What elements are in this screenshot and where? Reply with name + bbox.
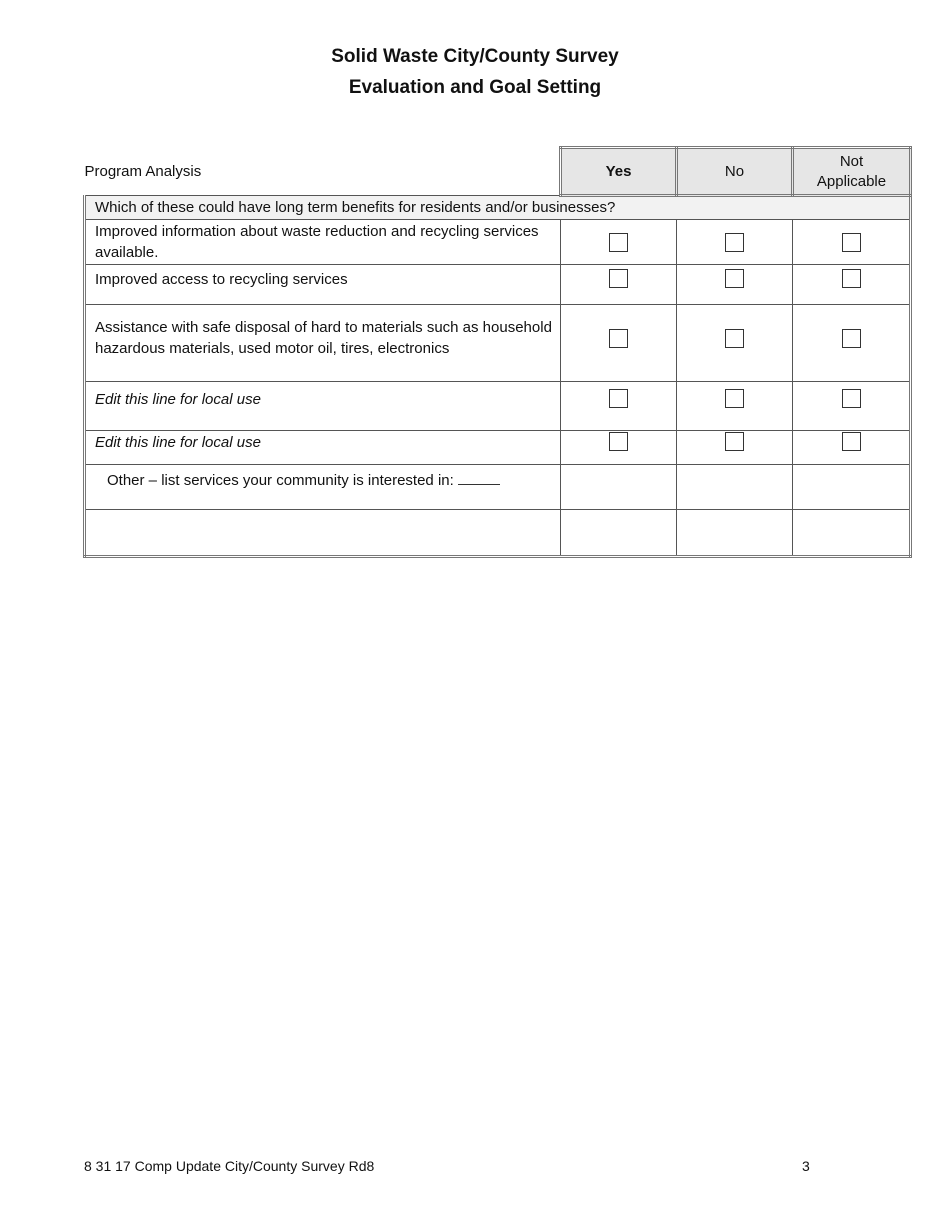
survey-table [83, 146, 909, 552]
table-row [85, 265, 911, 305]
row-label: Edit this line for local use [85, 382, 561, 431]
table-row-other [85, 465, 911, 510]
column-header-not-applicable-label: Not Applicable [816, 152, 887, 190]
table-row [85, 220, 911, 265]
table-row [85, 305, 911, 382]
other-not-applicable-cell[interactable] [793, 465, 911, 510]
footer-document-id: 8 31 17 Comp Update City/County Survey Rd8 [84, 1158, 375, 1174]
yes-checkbox[interactable] [609, 233, 628, 252]
document-title: Solid Waste City/County Survey [331, 46, 619, 67]
row-label: Improved access to recycling services [85, 265, 561, 305]
section-label: Program Analysis [84, 162, 202, 180]
page-number: 3 [802, 1158, 810, 1174]
other-no-cell[interactable] [677, 465, 793, 510]
row-label: Assistance with safe disposal of hard to materials such as household hazardous materials, used motor oil, tires, electronics [85, 305, 561, 382]
not-applicable-checkbox[interactable] [842, 432, 861, 451]
no-checkbox[interactable] [725, 329, 744, 348]
yes-checkbox[interactable] [609, 432, 628, 451]
question-text: Which of these could have long term benefits for residents and/or businesses? [85, 196, 911, 220]
table-row-empty [85, 510, 911, 557]
yes-checkbox[interactable] [609, 329, 628, 348]
table-row [85, 382, 911, 431]
column-header-not-applicable [793, 148, 911, 196]
other-yes-cell[interactable] [561, 465, 677, 510]
column-header-no: No [677, 148, 793, 196]
no-checkbox[interactable] [725, 389, 744, 408]
row-label: Edit this line for local use [85, 431, 561, 465]
not-applicable-checkbox[interactable] [842, 389, 861, 408]
other-blank-line[interactable] [458, 470, 500, 485]
table-header-row [85, 148, 911, 196]
column-header-yes: Yes [561, 148, 677, 196]
no-checkbox[interactable] [725, 233, 744, 252]
row-label: Improved information about waste reduction and recycling services available. [85, 220, 561, 265]
document-subtitle: Evaluation and Goal Setting [348, 77, 602, 98]
yes-checkbox[interactable] [609, 269, 628, 288]
empty-cell[interactable] [677, 510, 793, 557]
empty-cell[interactable] [85, 510, 561, 557]
question-row [85, 196, 911, 220]
not-applicable-checkbox[interactable] [842, 329, 861, 348]
other-row-label [85, 465, 561, 510]
not-applicable-checkbox[interactable] [842, 233, 861, 252]
yes-checkbox[interactable] [609, 389, 628, 408]
not-applicable-checkbox[interactable] [842, 269, 861, 288]
empty-cell[interactable] [561, 510, 677, 557]
other-label: Other – list services your community is interested in: [107, 472, 454, 489]
empty-cell[interactable] [793, 510, 911, 557]
no-checkbox[interactable] [725, 432, 744, 451]
no-checkbox[interactable] [725, 269, 744, 288]
table-row [85, 431, 911, 465]
